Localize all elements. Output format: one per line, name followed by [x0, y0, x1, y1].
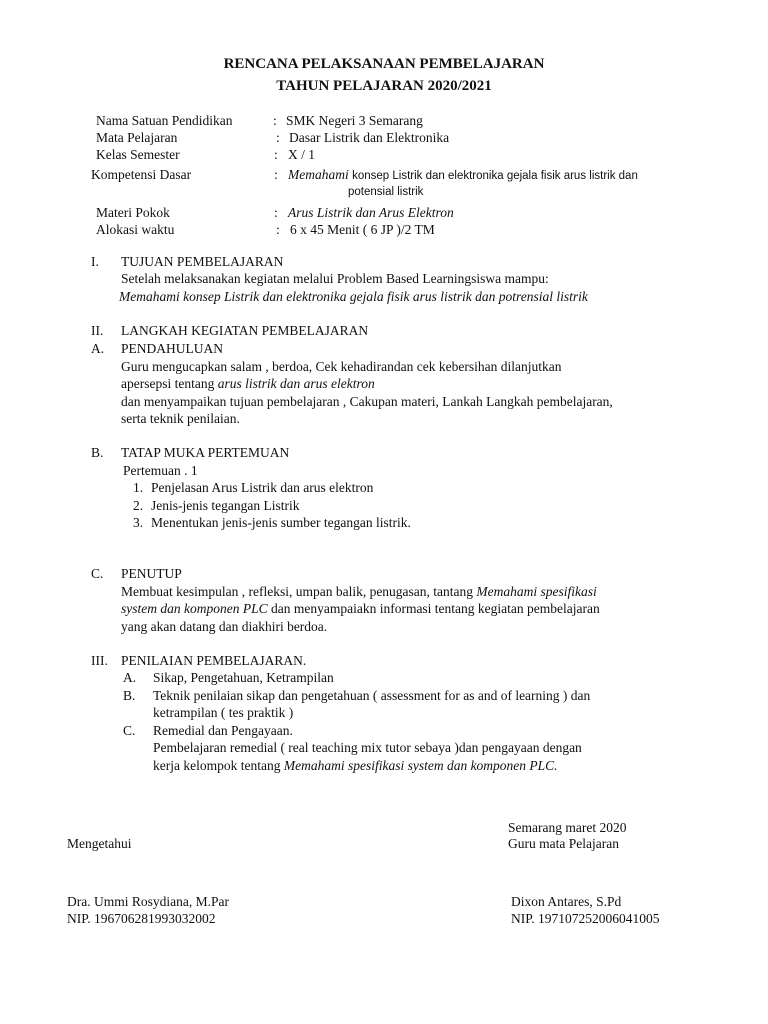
- section3-b-letter: B.: [123, 688, 136, 703]
- document-title-line1: RENCANA PELAKSANAAN PEMBELAJARAN: [223, 56, 545, 72]
- section2-c-line1-plain: Membuat kesimpulan , refleksi, umpan balik, penugasan, tantang: [121, 584, 477, 599]
- kd-value-italic: Memahami: [288, 167, 349, 182]
- section1-heading: TUJUAN PEMBELAJARAN: [121, 254, 284, 269]
- section2-c-line2: [121, 600, 600, 617]
- left-signer-name: Dra. Ummi Rosydiana, M.Par: [67, 894, 229, 909]
- list-item: Menentukan jenis-jenis sumber tegangan listrik.: [151, 515, 411, 530]
- left-signer-role: Mengetahui: [67, 836, 132, 851]
- list-item: Penjelasan Arus Listrik dan arus elektron: [151, 480, 374, 495]
- place-date: Semarang maret 2020: [508, 820, 627, 835]
- right-signer-name: Dixon Antares, S.Pd: [511, 894, 622, 909]
- section2-c-letter: C.: [91, 566, 104, 581]
- section2-heading: LANGKAH KEGIATAN PEMBELAJARAN: [121, 323, 369, 338]
- alokasi-label: Alokasi waktu: [96, 222, 175, 237]
- document-title-line2: TAHUN PELAJARAN 2020/2021: [276, 78, 492, 94]
- kd-value-line2: potensial listrik: [348, 186, 424, 198]
- section3-c-line3: [153, 757, 558, 774]
- section2-a-letter: A.: [91, 341, 105, 356]
- kd-colon: :: [274, 167, 278, 182]
- section3-c-line3-plain: kerja kelompok tentang: [153, 758, 284, 773]
- list-item: Jenis-jenis tegangan Listrik: [151, 498, 300, 513]
- kd-value-rest: konsep Listrik dan elektronika gejala fisik arus listrik dan: [352, 170, 638, 182]
- left-signer-nip: NIP. 196706281993032002: [67, 911, 216, 926]
- mapel-value: Dasar Listrik dan Elektronika: [289, 130, 450, 145]
- section1-number: I.: [91, 254, 99, 269]
- section3-b-line1: Teknik penilaian sikap dan pengetahuan ( assessment for as and of learning ) dan: [153, 688, 591, 703]
- section1-line1: Setelah melaksanakan kegiatan melalui Problem Based Learningsiswa mampu:: [121, 271, 549, 286]
- section2-a-heading: PENDAHULUAN: [121, 341, 223, 356]
- section3-a-letter: A.: [123, 670, 137, 685]
- section2-b-heading: TATAP MUKA PERTEMUAN: [121, 445, 290, 460]
- satuan-colon: :: [273, 113, 277, 128]
- materi-value: Arus Listrik dan Arus Elektron: [288, 205, 454, 220]
- list-item-number: 1.: [133, 480, 144, 495]
- alokasi-value: 6 x 45 Menit ( 6 JP )/2 TM: [290, 222, 435, 237]
- kelas-colon: :: [274, 147, 278, 162]
- right-signer-nip: NIP. 197107252006041005: [511, 911, 660, 926]
- section2-number: II.: [91, 323, 104, 338]
- section3-c-line2: Pembelajaran remedial ( real teaching mix tutor sebaya )dan pengayaan dengan: [153, 740, 582, 755]
- section2-c-line2-italic: system dan komponen PLC: [121, 601, 268, 616]
- materi-label: Materi Pokok: [96, 205, 170, 220]
- section3-c-letter: C.: [123, 723, 136, 738]
- satuan-label: Nama Satuan Pendidikan: [96, 113, 233, 128]
- section1-line2: Memahami konsep Listrik dan elektronika gejala fisik arus listrik dan potrensial listrik: [119, 289, 588, 304]
- alokasi-colon: :: [276, 222, 280, 237]
- section3-number: III.: [91, 653, 108, 668]
- section2-a-line1: Guru mengucapkan salam , berdoa, Cek kehadirandan cek kebersihan dilanjutkan: [121, 359, 562, 374]
- section3-heading: PENILAIAN PEMBELAJARAN.: [121, 653, 307, 668]
- section3-a-text: Sikap, Pengetahuan, Ketrampilan: [153, 670, 334, 685]
- section2-a-line4: serta teknik penilaian.: [121, 411, 240, 426]
- section3-c-line1: Remedial dan Pengayaan.: [153, 723, 293, 738]
- section3-b-line2: ketrampilan ( tes praktik ): [153, 705, 294, 720]
- kd-value: [288, 166, 638, 185]
- section2-c-line3: yang akan datang dan diakhiri berdoa.: [121, 619, 328, 634]
- section2-b-letter: B.: [91, 445, 104, 460]
- list-item-number: 3.: [133, 515, 144, 530]
- section3-c-line3-italic: Memahami spesifikasi system dan komponen PLC.: [283, 758, 558, 773]
- mapel-label: Mata Pelajaran: [96, 130, 178, 145]
- kelas-label: Kelas Semester: [96, 147, 180, 162]
- section2-c-heading: PENUTUP: [121, 566, 182, 581]
- section2-a-line2: [121, 375, 375, 392]
- section2-c-line1-italic: Memahami spesifikasi: [476, 584, 597, 599]
- right-signer-role: Guru mata Pelajaran: [508, 836, 619, 851]
- section2-a-line3: dan menyampaikan tujuan pembelajaran , Cakupan materi, Lankah Langkah pembelajaran,: [121, 394, 613, 409]
- mapel-colon: :: [276, 130, 280, 145]
- section2-a-line2-plain: apersepsi tentang: [121, 376, 218, 391]
- kelas-value: X / 1: [288, 147, 315, 162]
- materi-colon: :: [274, 205, 278, 220]
- kd-label: Kompetensi Dasar: [91, 167, 192, 182]
- section2-c-line2-plain: dan menyampaiakn informasi tentang kegiatan pembelajaran: [267, 601, 600, 616]
- satuan-value: SMK Negeri 3 Semarang: [286, 113, 423, 128]
- section2-c-line1: [121, 583, 597, 600]
- section2-b-subheading: Pertemuan . 1: [123, 463, 198, 478]
- section2-a-line2-italic: arus listrik dan arus elektron: [217, 376, 375, 391]
- list-item-number: 2.: [133, 498, 144, 513]
